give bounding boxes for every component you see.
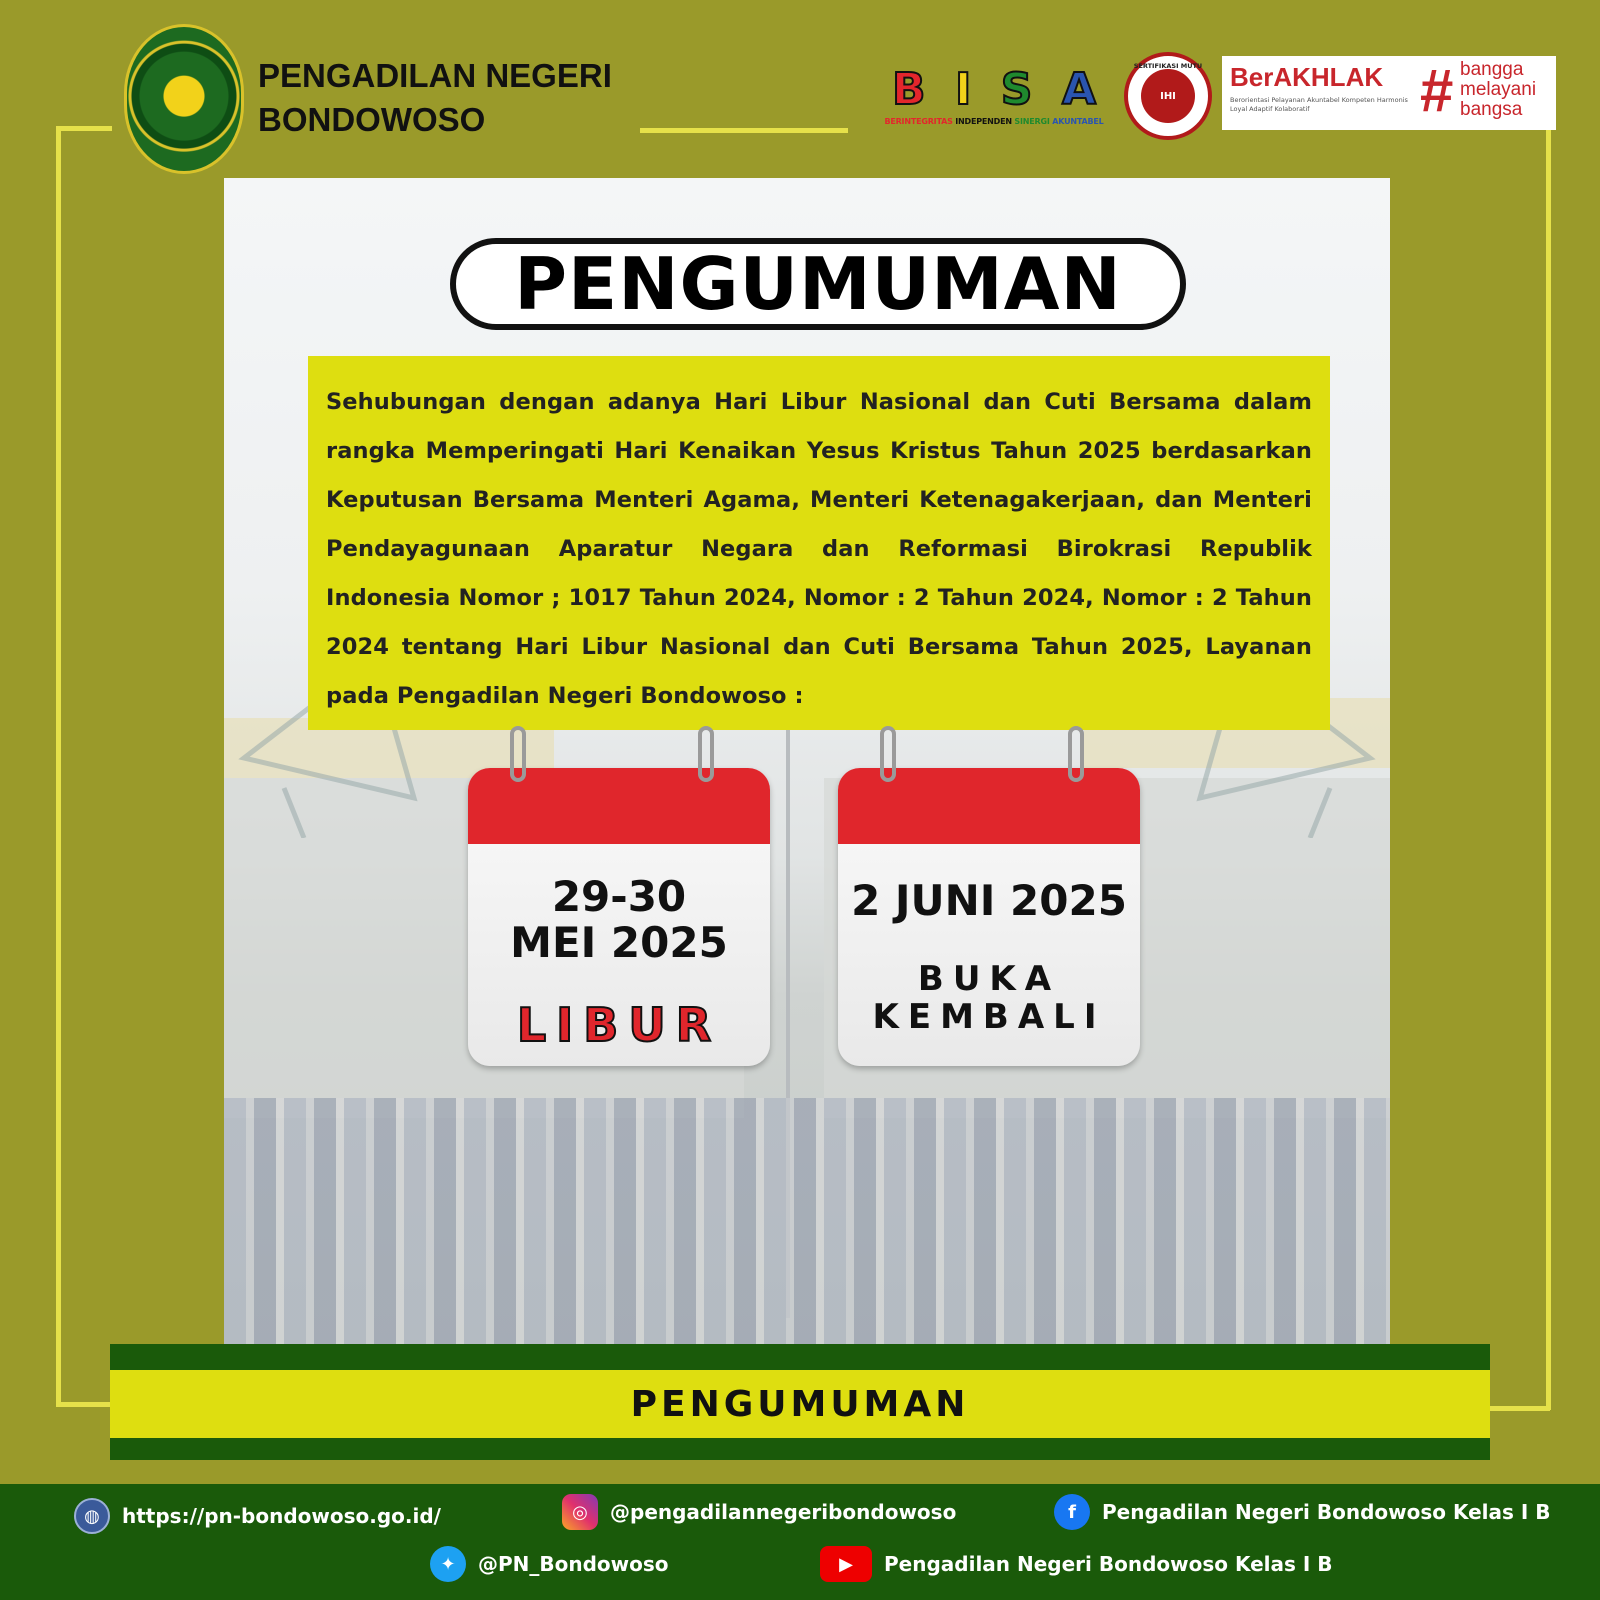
footer-website[interactable] [74, 1498, 441, 1534]
footer [0, 1484, 1600, 1600]
youtube-channel[interactable]: Pengadilan Negeri Bondowoso Kelas I B [884, 1552, 1333, 1576]
calendar-ring-icon [880, 726, 896, 782]
footer-twitter[interactable] [430, 1546, 669, 1582]
website-link[interactable]: https://pn-bondowoso.go.id/ [122, 1504, 441, 1528]
bottom-banner-label: PENGUMUMAN [630, 1383, 970, 1425]
instagram-icon: ◎ [562, 1494, 598, 1530]
globe-icon: ◍ [74, 1498, 110, 1534]
twitter-handle[interactable]: @PN_Bondowoso [478, 1552, 669, 1576]
announcement-poster [224, 178, 1390, 1346]
notice-text: Sehubungan dengan adanya Hari Libur Nasional dan Cuti Bersama dalam rangka Memperingati Hari Kenaikan Yesus Kristus Tahun 2025 berdasarkan Keputusan Bersama Menteri Agama, Menteri Ketenagakerjaan, dan Menteri Pendayagunaan Aparatur Negara dan Reformasi Birokrasi Republik Indonesia Nomor ; 1017 Tahun 2024, Nomor : 2 Tahun 2024, Nomor : 2 Tahun 2024 tentang Hari Libur Nasional dan Cuti Bersama Tahun 2025, Layanan pada Pengadilan Negeri Bondowoso : [326, 389, 1312, 709]
youtube-icon: ▶ [820, 1546, 872, 1582]
frame-line-left [56, 126, 61, 1406]
frame-line-bottom-right [1490, 1406, 1550, 1411]
bisa-letter-i: I [954, 64, 972, 115]
calendar-ring-icon [510, 726, 526, 782]
melayani-text: melayani [1460, 79, 1537, 100]
instagram-handle[interactable]: @pengadilannegeribondowoso [610, 1500, 957, 1524]
org-name-line2: BONDOWOSO [258, 101, 486, 138]
reopen-status-line1: BUKA [917, 959, 1061, 999]
frame-line-top-left [56, 126, 112, 131]
bisa-letter-a: A [1061, 64, 1096, 115]
berakhlak-logo [1222, 56, 1556, 130]
footer-facebook[interactable] [1054, 1494, 1551, 1530]
bisa-tag-2: INDEPENDEN [955, 117, 1015, 126]
cert-badge-emblem: IHI [1141, 69, 1195, 123]
court-seal-logo [124, 24, 244, 174]
calendar-holiday [468, 768, 770, 1066]
bisa-letter-s: S [1000, 64, 1033, 115]
staff-group-photo [224, 1098, 1390, 1346]
holiday-date-month: MEI 2025 [510, 918, 728, 967]
berakhlak-title: BerAKHLAK [1230, 62, 1384, 92]
bisa-letter-b: B [892, 64, 926, 115]
calendar-ring-icon [1068, 726, 1084, 782]
bisa-logo [868, 64, 1120, 138]
bangsa-text: bangsa [1460, 99, 1523, 120]
calendar-reopen [838, 768, 1140, 1066]
reopen-status-line2: KEMBALI [872, 997, 1106, 1037]
holiday-date-days: 29-30 [551, 872, 687, 921]
org-name [258, 54, 612, 142]
bangga-text: bangga [1460, 59, 1524, 80]
notice-box [308, 356, 1330, 730]
holiday-status: LIBUR [516, 998, 722, 1052]
bisa-letters [868, 64, 1120, 115]
berakhlak-description: Berorientasi Pelayanan Akuntabel Kompeten Harmonis Loyal Adaptif Kolaboratif [1230, 96, 1408, 113]
org-name-line1: PENGADILAN NEGERI [258, 57, 612, 94]
quality-certification-badge [1124, 52, 1212, 140]
bisa-tag-3: SINERGI [1014, 117, 1053, 126]
calendar-holiday-rings [468, 748, 770, 808]
frame-line-right [1546, 130, 1551, 1410]
bottom-banner-strip [110, 1370, 1490, 1438]
facebook-page[interactable]: Pengadilan Negeri Bondowoso Kelas I B [1102, 1500, 1551, 1524]
bisa-tagline [868, 117, 1120, 126]
frame-line-top-mid [640, 128, 848, 133]
cert-badge-label: SERTIFIKASI MUTU [1133, 62, 1203, 70]
twitter-icon: ✦ [430, 1546, 466, 1582]
footer-instagram[interactable] [562, 1494, 956, 1530]
frame-line-bottom-left [56, 1402, 112, 1407]
bottom-banner [110, 1344, 1490, 1460]
announcement-title: PENGUMUMAN [514, 242, 1122, 326]
facebook-icon: f [1054, 1494, 1090, 1530]
calendar-ring-icon [698, 726, 714, 782]
reopen-date: 2 JUNI 2025 [851, 876, 1127, 925]
bangga-melayani-bangsa [1460, 60, 1536, 120]
footer-youtube[interactable] [820, 1546, 1333, 1582]
calendar-reopen-rings [838, 748, 1140, 808]
hashtag-icon: # [1420, 57, 1454, 124]
announcement-title-pill [450, 238, 1186, 330]
bisa-tag-1: BERINTEGRITAS [884, 117, 956, 126]
bisa-tag-4: AKUNTABEL [1052, 117, 1104, 126]
